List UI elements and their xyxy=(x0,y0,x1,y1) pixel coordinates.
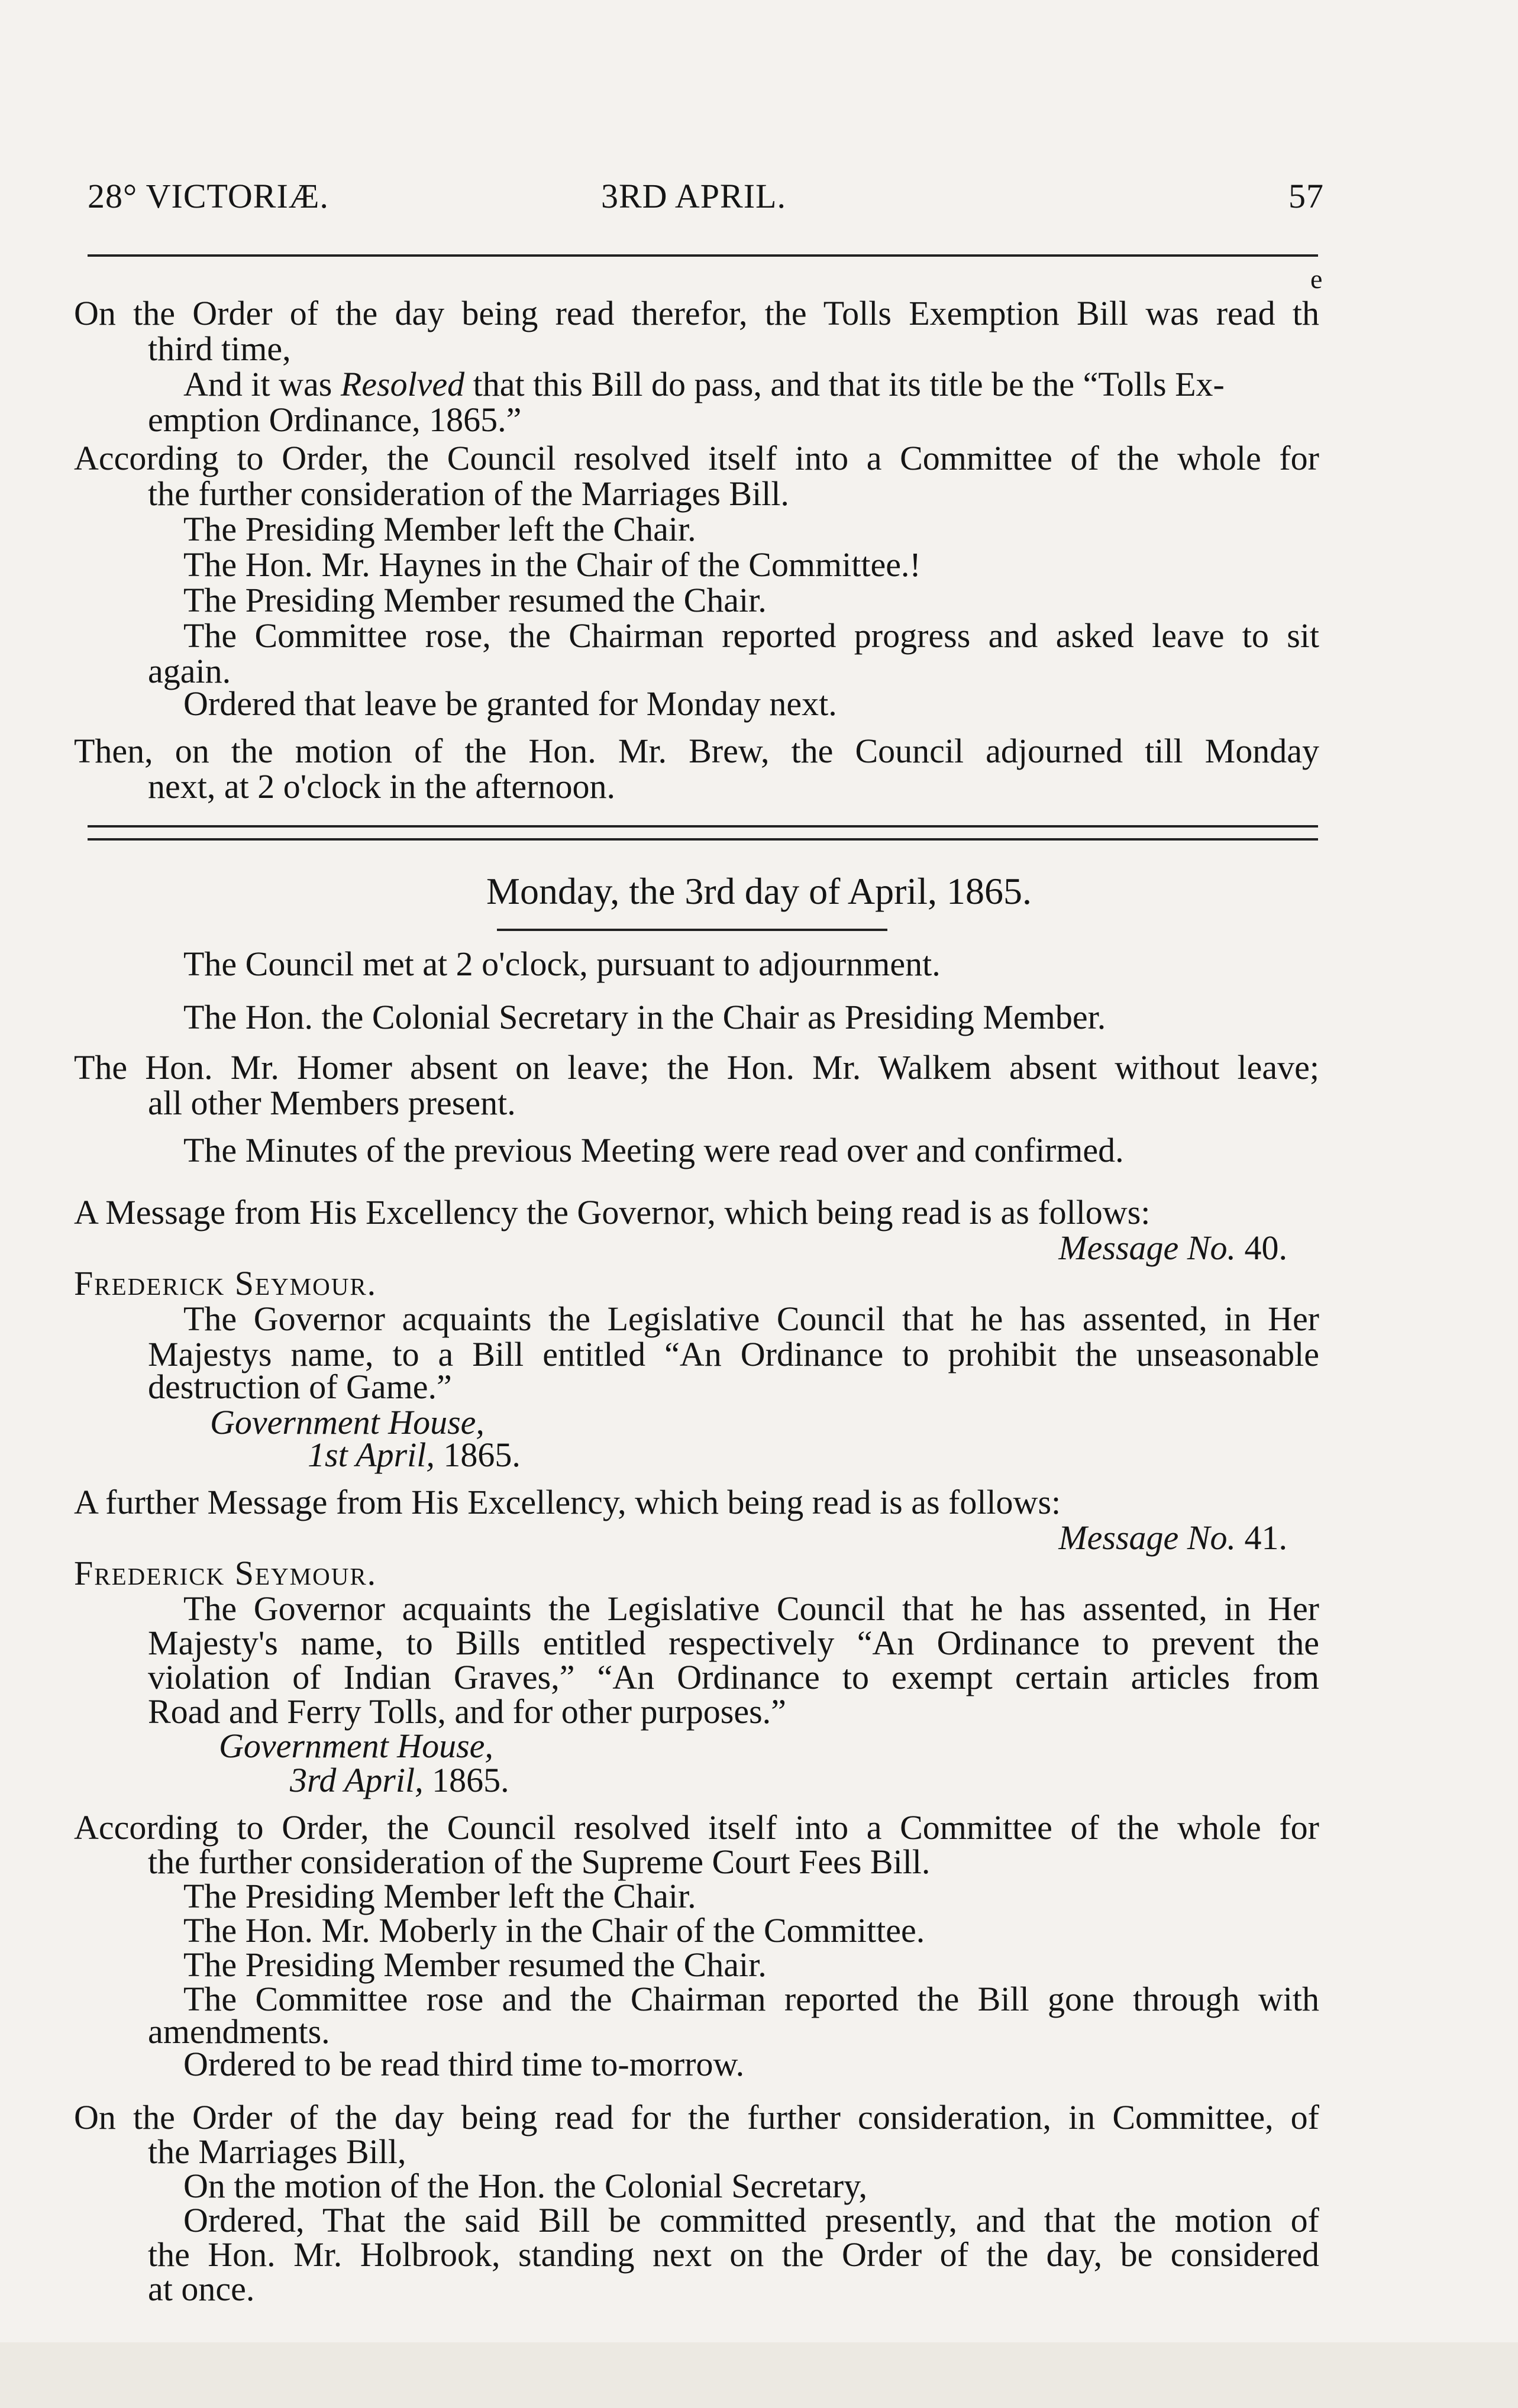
message-body-line: violation of Indian Graves,” “An Ordinance to exempt certain articles from xyxy=(148,1658,1319,1696)
message-body-line: destruction of Game.” xyxy=(148,1368,452,1406)
paragraph-line: all other Members present. xyxy=(148,1084,516,1122)
paragraph-line: The Hon. the Colonial Secretary in the Chair as Presiding Member. xyxy=(183,998,1106,1036)
paragraph-line: next, at 2 o'clock in the afternoon. xyxy=(148,767,615,806)
paragraph-line: The Hon. Mr. Moberly in the Chair of the Committee. xyxy=(183,1911,925,1950)
section-divider xyxy=(88,825,1318,841)
paragraph-line: The Presiding Member left the Chair. xyxy=(183,1877,696,1915)
paragraph-line: the further consideration of the Supreme Court Fees Bill. xyxy=(148,1843,931,1881)
message-intro: A further Message from His Excellency, which being read is as follows: xyxy=(74,1483,1061,1521)
paragraph-line: Ordered, That the said Bill be committed presently, and that the motion of xyxy=(183,2201,1319,2239)
scan-noise xyxy=(0,2307,1518,2408)
message-body-line: The Governor acquaints the Legislative Council that he has assented, in Her xyxy=(183,1589,1319,1628)
message-body-line: Road and Ferry Tolls, and for other purposes.” xyxy=(148,1692,786,1731)
paragraph-line: the Marriages Bill, xyxy=(148,2132,406,2171)
paragraph-line: The Presiding Member left the Chair. xyxy=(183,510,696,548)
paragraph-line: The Presiding Member resumed the Chair. xyxy=(183,581,767,619)
paragraph-line: On the motion of the Hon. the Colonial Secretary, xyxy=(183,2167,867,2205)
message-body-line: Majestys name, to a Bill entitled “An Ordinance to prohibit the unseasonable xyxy=(148,1335,1319,1373)
paragraph-line: third time, xyxy=(148,329,291,368)
paragraph-line: And it was Resolved that this Bill do pass, and that its title be the “Tolls Ex- xyxy=(183,365,1225,403)
paragraph-line: again. xyxy=(148,652,231,690)
message-place: Government House, xyxy=(210,1403,485,1441)
paragraph-line: the further consideration of the Marriages Bill. xyxy=(148,474,789,513)
paragraph-line: Then, on the motion of the Hon. Mr. Brew, the Council adjourned till Monday xyxy=(74,732,1319,770)
message-signature: Frederick Seymour. xyxy=(74,1264,377,1302)
paragraph-line: On the Order of the day being read therefor, the Tolls Exemption Bill was read th xyxy=(74,294,1319,332)
paragraph-line: The Hon. Mr. Haynes in the Chair of the Committee.! xyxy=(183,545,921,584)
header-regnal-year: 28° VICTORIÆ. xyxy=(88,177,329,215)
paragraph-line: The Hon. Mr. Homer absent on leave; the Hon. Mr. Walkem absent without leave; xyxy=(74,1048,1319,1087)
paragraph-line: Ordered that leave be granted for Monday next. xyxy=(183,684,837,723)
header-date: 3RD APRIL. xyxy=(601,177,786,215)
paragraph-line: According to Order, the Council resolved itself into a Committee of the whole for xyxy=(74,439,1319,477)
message-date: 1st April, 1865. xyxy=(308,1436,521,1474)
paragraph-line: The Committee rose, the Chairman reported progress and asked leave to sit xyxy=(183,616,1319,655)
paragraph-line: amendments. xyxy=(148,2012,330,2051)
paragraph-line: Ordered to be read third time to-morrow. xyxy=(183,2045,745,2083)
paragraph-line: emption Ordinance, 1865.” xyxy=(148,400,522,439)
message-body-line: Majesty's name, to Bills entitled respectively “An Ordinance to prevent the xyxy=(148,1624,1319,1662)
paragraph-line: The Committee rose and the Chairman reported the Bill gone through with xyxy=(183,1980,1319,2018)
paragraph-line: The Presiding Member resumed the Chair. xyxy=(183,1945,767,1984)
message-intro: A Message from His Excellency the Governor, which being read is as follows: xyxy=(74,1193,1151,1232)
message-body-line: The Governor acquaints the Legislative Council that he has assented, in Her xyxy=(183,1300,1319,1338)
message-label: Message No. 41. xyxy=(1058,1518,1287,1557)
paragraph-line: The Council met at 2 o'clock, pursuant to adjournment. xyxy=(183,945,941,983)
paragraph-line: at once. xyxy=(148,2270,255,2308)
paragraph-line: The Minutes of the previous Meeting were read over and confirmed. xyxy=(183,1131,1124,1169)
paragraph-line: According to Order, the Council resolved itself into a Committee of the whole for xyxy=(74,1808,1319,1847)
stray-mark: e xyxy=(1310,264,1323,294)
header-rule xyxy=(88,254,1318,257)
message-label: Message No. 40. xyxy=(1058,1229,1287,1267)
paragraph-line: On the Order of the day being read for the further consideration, in Committee, of xyxy=(74,2098,1319,2137)
heading-rule xyxy=(497,929,887,931)
date-heading: Monday, the 3rd day of April, 1865. xyxy=(486,870,1032,912)
message-signature: Frederick Seymour. xyxy=(74,1554,377,1592)
paragraph-line: the Hon. Mr. Holbrook, standing next on the Order of the day, be considered xyxy=(148,2235,1319,2274)
running-head xyxy=(88,176,1324,224)
message-place: Government House, xyxy=(219,1727,493,1765)
page-number: 57 xyxy=(1288,177,1324,215)
message-date: 3rd April, 1865. xyxy=(290,1761,509,1799)
